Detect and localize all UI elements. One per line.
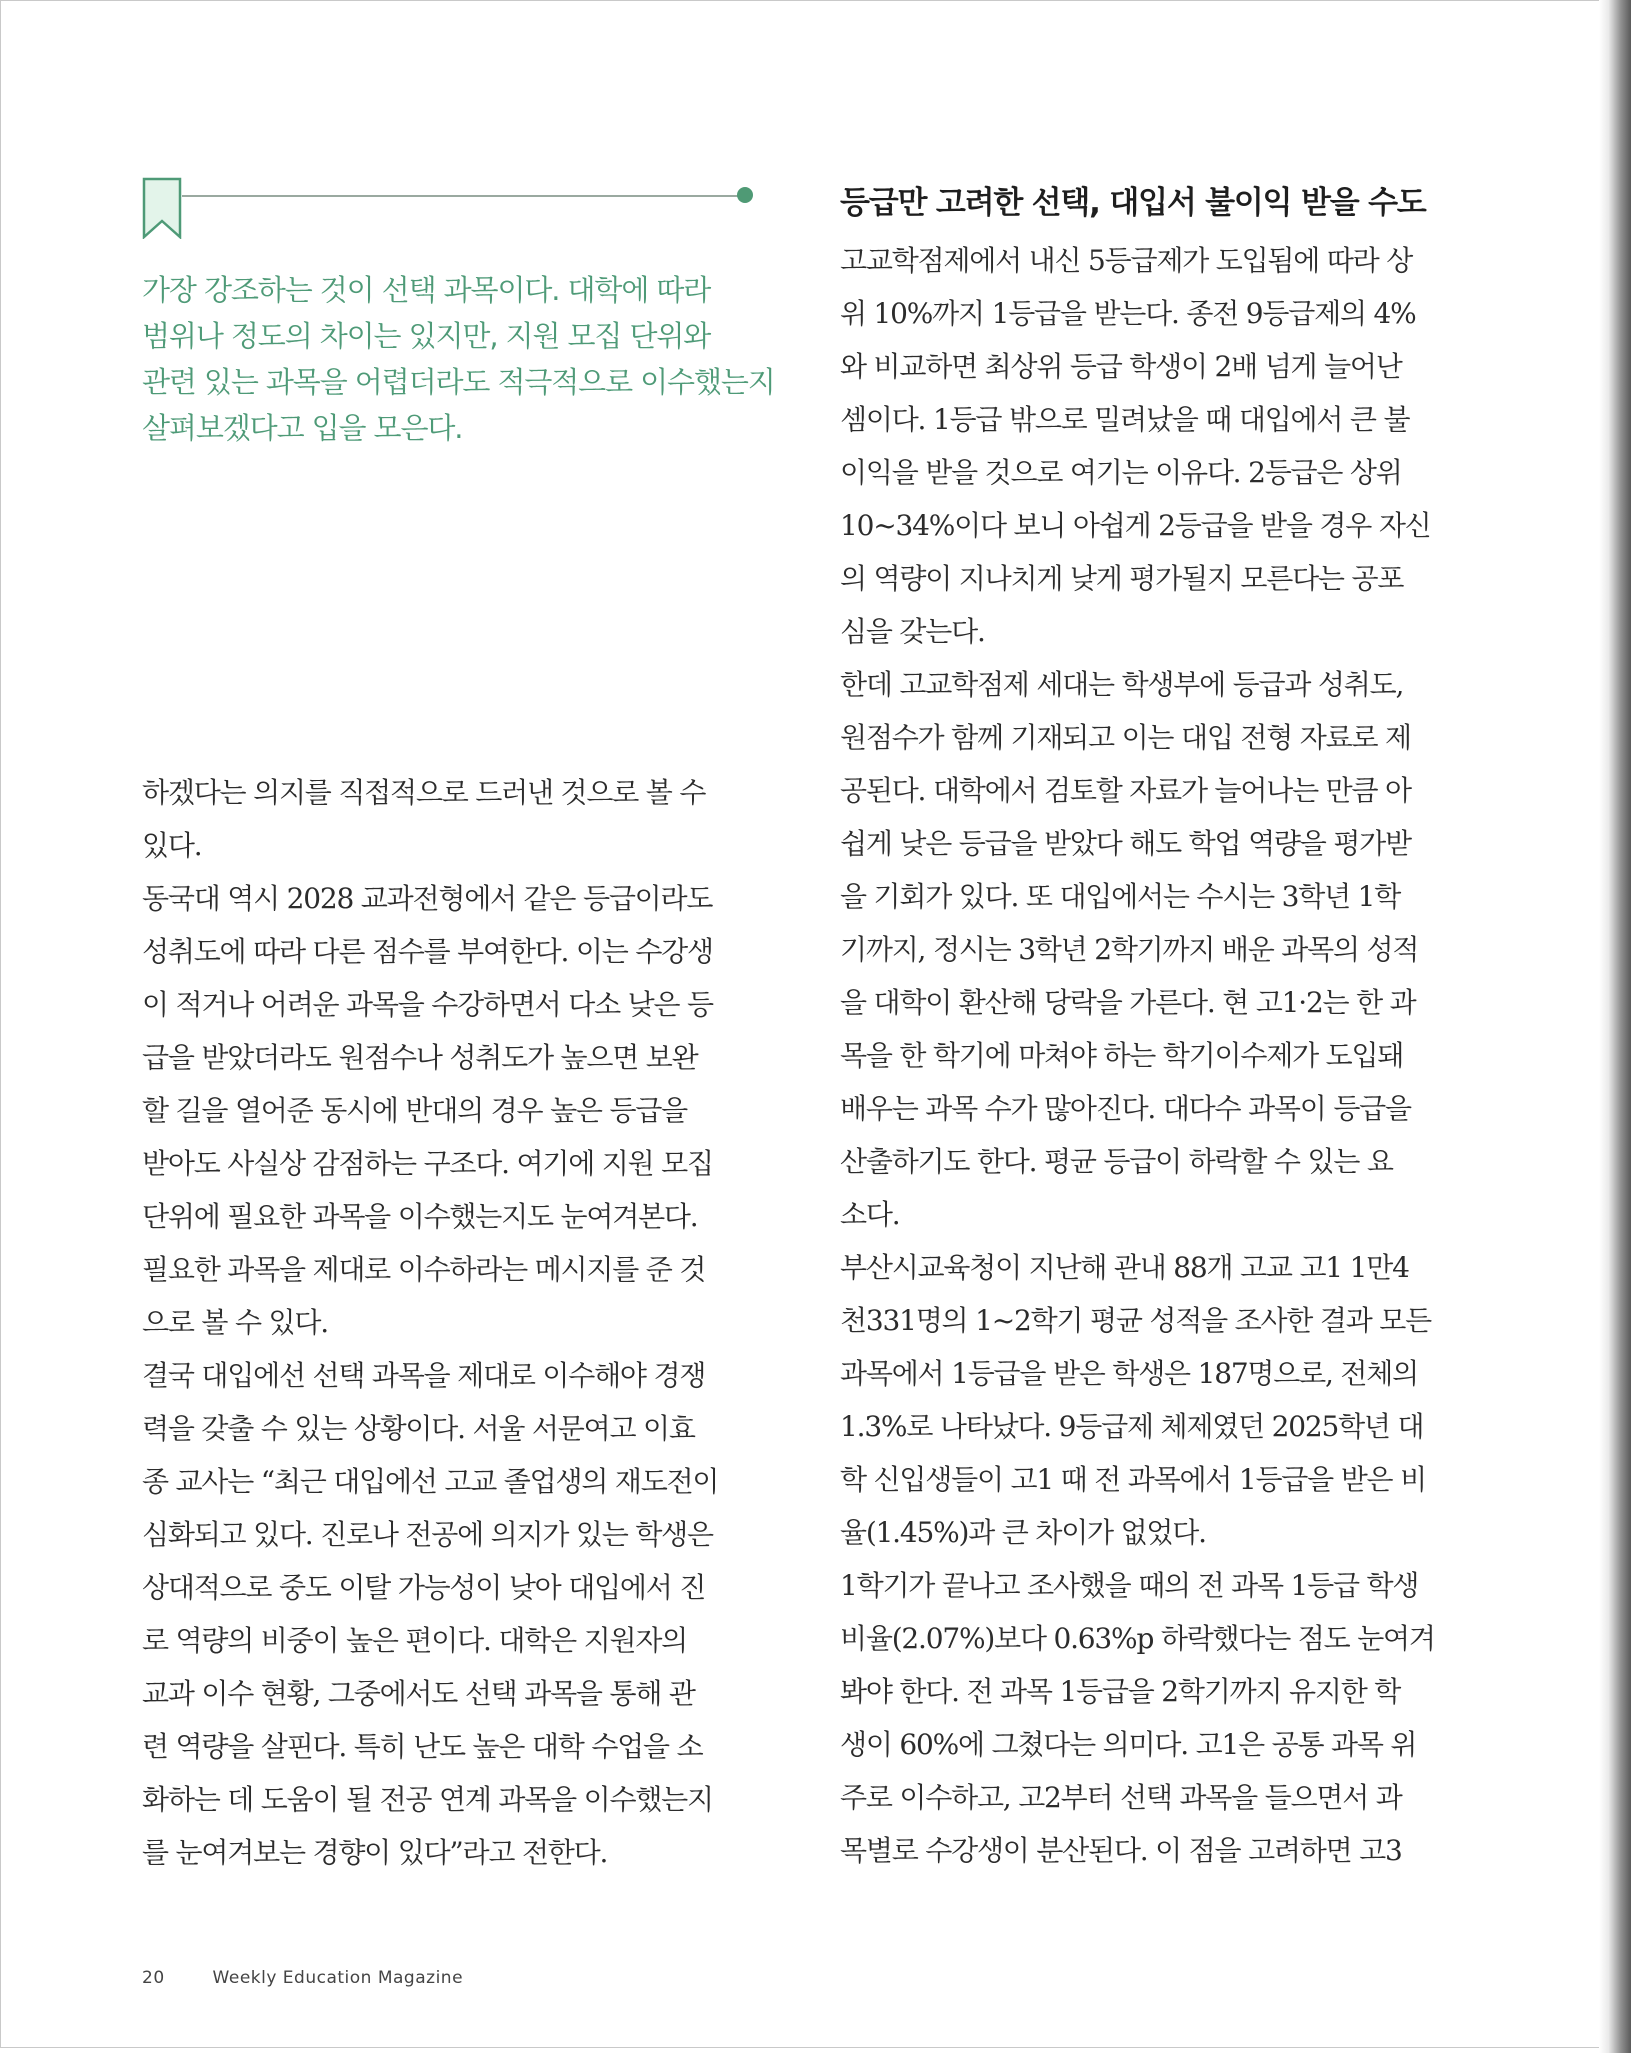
text-line: 원점수가 함께 기재되고 이는 대입 전형 자료로 제 bbox=[840, 721, 1411, 754]
text-line: 를 눈여겨보는 경향이 있다”라고 전한다. bbox=[142, 1836, 608, 1869]
text-line: 봐야 한다. 전 과목 1등급을 2학기까지 유지한 학 bbox=[840, 1675, 1401, 1708]
text-line: 쉽게 낮은 등급을 받았다 해도 학업 역량을 평가받 bbox=[840, 827, 1411, 860]
text-line: 비율(2.07%)보다 0.63%p 하락했다는 점도 눈여겨 bbox=[840, 1622, 1435, 1655]
text-line: 부산시교육청이 지난해 관내 88개 고교 고1 1만4 bbox=[840, 1251, 1409, 1284]
text-line: 련 역량을 살핀다. 특히 난도 높은 대학 수업을 소 bbox=[142, 1730, 703, 1763]
text-line: 산출하기도 한다. 평균 등급이 하락할 수 있는 요 bbox=[840, 1145, 1393, 1178]
bookmark-icon bbox=[142, 177, 182, 239]
text-line: 공된다. 대학에서 검토할 자료가 늘어나는 만큼 아 bbox=[840, 774, 1411, 807]
pullquote-line: 살펴보겠다고 입을 모은다. bbox=[142, 411, 463, 445]
text-line: 급을 받았더라도 원점수나 성취도가 높으면 보완 bbox=[142, 1041, 698, 1074]
text-line: 1.3%로 나타났다. 9등급제 체제였던 2025학년 대 bbox=[840, 1410, 1424, 1443]
text-line: 을 대학이 환산해 당락을 가른다. 현 고1·2는 한 과 bbox=[840, 986, 1416, 1019]
text-line: 화하는 데 도움이 될 전공 연계 과목을 이수했는지 bbox=[142, 1783, 713, 1816]
left-column-text bbox=[142, 766, 762, 1879]
text-line: 을 기회가 있다. 또 대입에서는 수시는 3학년 1학 bbox=[840, 880, 1401, 913]
text-line: 위 10%까지 1등급을 받는다. 종전 9등급제의 4% bbox=[840, 297, 1416, 330]
text-line: 교과 이수 현황, 그중에서도 선택 과목을 통해 관 bbox=[142, 1677, 695, 1710]
text-line: 의 역량이 지나치게 낮게 평가될지 모른다는 공포 bbox=[840, 562, 1404, 595]
text-line: 종 교사는 “최근 대입에선 고교 졸업생의 재도전이 bbox=[142, 1465, 719, 1498]
text-line: 성취도에 따라 다른 점수를 부여한다. 이는 수강생 bbox=[142, 935, 713, 968]
text-line: 하겠다는 의지를 직접적으로 드러낸 것으로 볼 수 bbox=[142, 776, 706, 809]
text-line: 고교학점제에서 내신 5등급제가 도입됨에 따라 상 bbox=[840, 244, 1413, 277]
text-line: 단위에 필요한 과목을 이수했는지도 눈여겨본다. bbox=[142, 1200, 698, 1233]
text-line: 기까지, 정시는 3학년 2학기까지 배운 과목의 성적 bbox=[840, 933, 1419, 966]
text-line: 10~34%이다 보니 아쉽게 2등급을 받을 경우 자신 bbox=[840, 509, 1431, 542]
page-fold-shadow bbox=[1599, 0, 1609, 2053]
text-line: 심화되고 있다. 진로나 전공에 의지가 있는 학생은 bbox=[142, 1518, 713, 1551]
page-number: 20 bbox=[142, 1968, 165, 1988]
text-line: 1학기가 끝나고 조사했을 때의 전 과목 1등급 학생 bbox=[840, 1569, 1419, 1602]
text-line: 로 역량의 비중이 높은 편이다. 대학은 지원자의 bbox=[142, 1624, 688, 1657]
text-line: 셈이다. 1등급 밖으로 밀려났을 때 대입에서 큰 불 bbox=[840, 403, 1410, 436]
page-edge-shadow bbox=[1609, 0, 1631, 2053]
text-line: 이 적거나 어려운 과목을 수강하면서 다소 낮은 등 bbox=[142, 988, 713, 1021]
text-line: 할 길을 열어준 동시에 반대의 경우 높은 등급을 bbox=[142, 1094, 688, 1127]
pullquote-line: 가장 강조하는 것이 선택 과목이다. 대학에 따라 bbox=[142, 273, 711, 307]
text-line: 동국대 역시 2028 교과전형에서 같은 등급이라도 bbox=[142, 882, 713, 915]
right-column-text bbox=[840, 234, 1460, 1877]
pullquote bbox=[142, 267, 782, 451]
text-line: 받아도 사실상 감점하는 구조다. 여기에 지원 모집 bbox=[142, 1147, 713, 1180]
text-line: 력을 갖출 수 있는 상황이다. 서울 서문여고 이효 bbox=[142, 1412, 695, 1445]
rule-end-dot bbox=[737, 187, 753, 203]
text-line: 학 신입생들이 고1 때 전 과목에서 1등급을 받은 비 bbox=[840, 1463, 1426, 1496]
text-line: 있다. bbox=[142, 829, 202, 862]
text-line: 상대적으로 중도 이탈 가능성이 낮아 대입에서 진 bbox=[142, 1571, 706, 1604]
text-line: 이익을 받을 것으로 여기는 이유다. 2등급은 상위 bbox=[840, 456, 1402, 489]
text-line: 과목에서 1등급을 받은 학생은 187명으로, 전체의 bbox=[840, 1357, 1418, 1390]
text-line: 목별로 수강생이 분산된다. 이 점을 고려하면 고3 bbox=[840, 1834, 1402, 1867]
text-line: 생이 60%에 그쳤다는 의미다. 고1은 공통 과목 위 bbox=[840, 1728, 1417, 1761]
text-line: 심을 갖는다. bbox=[840, 615, 985, 648]
text-line: 으로 볼 수 있다. bbox=[142, 1306, 328, 1339]
text-line: 배우는 과목 수가 많아진다. 대다수 과목이 등급을 bbox=[840, 1092, 1411, 1125]
pullquote-line: 관련 있는 과목을 어렵더라도 적극적으로 이수했는지 bbox=[142, 365, 775, 399]
text-line: 목을 한 학기에 마쳐야 하는 학기이수제가 도입돼 bbox=[840, 1039, 1404, 1072]
text-line: 필요한 과목을 제대로 이수하라는 메시지를 준 것 bbox=[142, 1253, 706, 1286]
text-line: 결국 대입에선 선택 과목을 제대로 이수해야 경쟁 bbox=[142, 1359, 706, 1392]
page-footer bbox=[142, 1968, 463, 1988]
text-line: 소다. bbox=[840, 1198, 900, 1231]
text-line: 율(1.45%)과 큰 차이가 없었다. bbox=[840, 1516, 1206, 1549]
magazine-name: Weekly Education Magazine bbox=[212, 1968, 464, 1988]
text-line: 한데 고교학점제 세대는 학생부에 등급과 성취도, bbox=[840, 668, 1404, 701]
pullquote-line: 범위나 정도의 차이는 있지만, 지원 모집 단위와 bbox=[142, 319, 711, 353]
pullquote-rule bbox=[182, 195, 742, 197]
text-line: 천331명의 1~2학기 평균 성적을 조사한 결과 모든 bbox=[840, 1304, 1431, 1337]
text-line: 주로 이수하고, 고2부터 선택 과목을 들으면서 과 bbox=[840, 1781, 1402, 1814]
text-line: 와 비교하면 최상위 등급 학생이 2배 넘게 늘어난 bbox=[840, 350, 1402, 383]
section-heading: 등급만 고려한 선택, 대입서 불이익 받을 수도 bbox=[840, 185, 1426, 221]
